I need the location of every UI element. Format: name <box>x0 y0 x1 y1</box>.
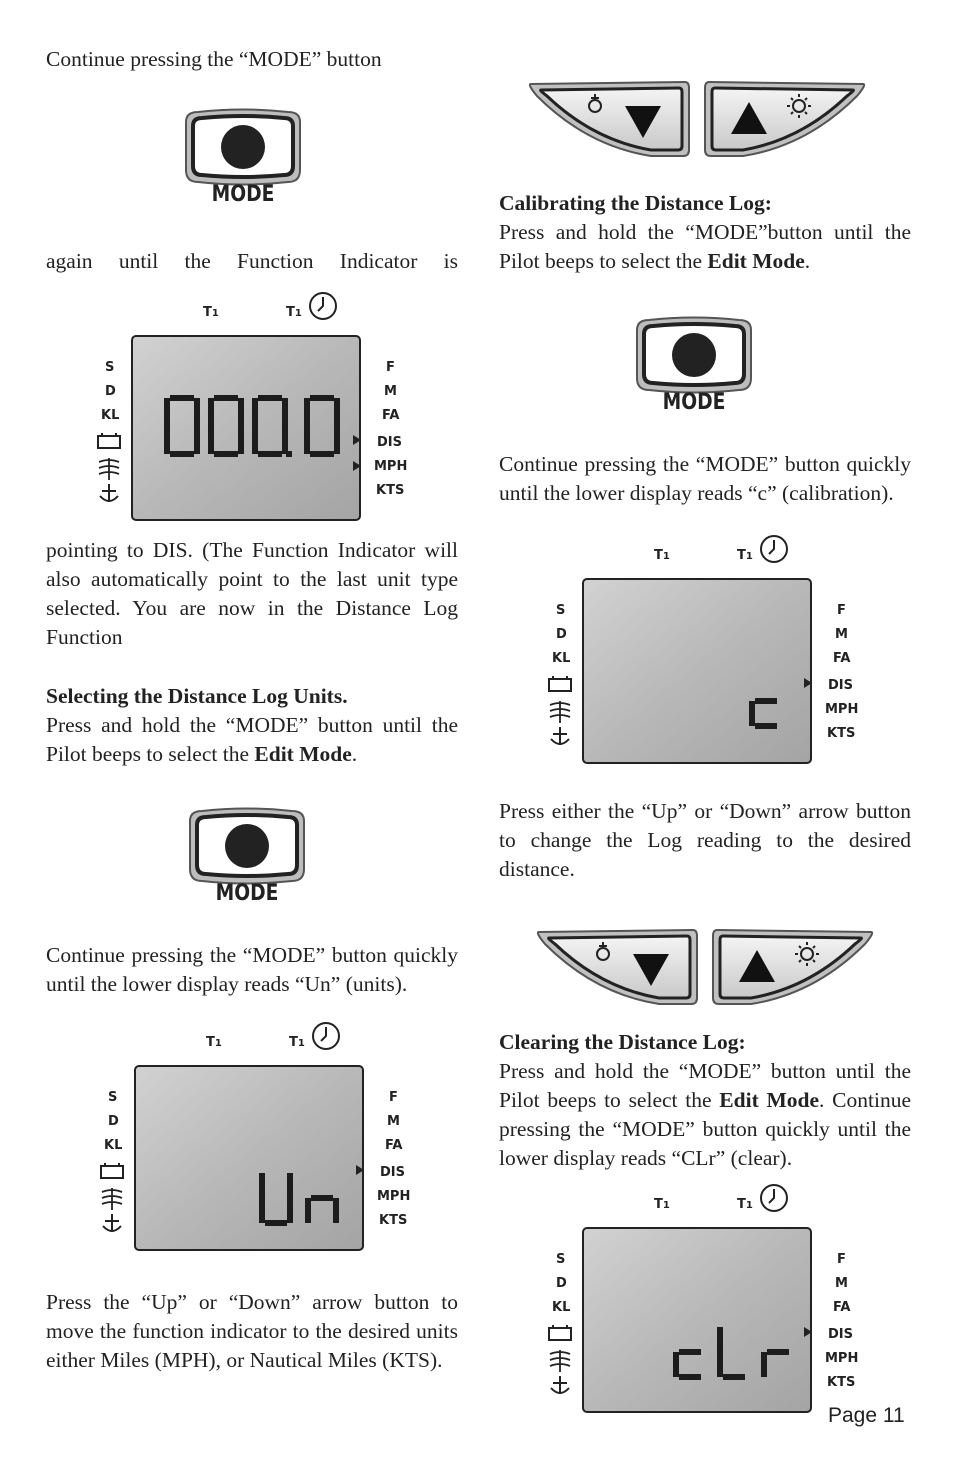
lcd-label-fa: FA <box>385 1138 403 1153</box>
section-selecting-units: Selecting the Distance Log Units. Press and hold the “MODE” button until the Pilot beeps to select the Edit Mode. <box>46 684 458 766</box>
lcd-label-kts: KTS <box>827 1375 856 1390</box>
page-number: Page 11 <box>828 1404 905 1427</box>
heading-clearing: Clearing the Distance Log: <box>499 1030 746 1054</box>
mode-button-illustration <box>184 807 310 911</box>
lcd-label-m: M <box>384 384 397 399</box>
clock-icon <box>313 1023 339 1049</box>
lcd-label-m: M <box>387 1114 400 1129</box>
battery-icon <box>101 1163 123 1178</box>
mode-button-label: MODE <box>662 390 726 415</box>
wind-icon <box>102 1188 122 1210</box>
section-clearing: Clearing the Distance Log: Press and hold the “MODE” button until the Pilot beeps to select the Edit Mode. Continue pressing the “MODE” button quickly until the lower display reads “CLr” (clear). <box>499 1030 911 1170</box>
lcd-label-mph: MPH <box>825 1351 859 1366</box>
lcd-label-t1-clock: T1 <box>286 305 302 320</box>
lcd-label-kl: KL <box>104 1138 123 1153</box>
lcd-label-kl: KL <box>101 408 120 423</box>
anchor-icon <box>100 484 118 502</box>
paragraph-up-down-units: Press the “Up” or “Down” arrow button to move the function indicator to the desired units either Miles (MPH), or Nautical Miles (KTS). <box>46 1290 458 1372</box>
lcd-label-s: S <box>556 603 566 618</box>
up-button <box>713 930 872 1004</box>
edit-mode-bold: Edit Mode <box>707 249 805 273</box>
lcd-label-s: S <box>556 1252 566 1267</box>
lcd-label-f: F <box>386 360 395 375</box>
lcd-display-dis <box>92 290 422 522</box>
lcd-label-dis: DIS <box>380 1165 405 1180</box>
edit-mode-bold: Edit Mode <box>719 1088 820 1112</box>
lcd-label-d: D <box>108 1114 119 1129</box>
lcd-label-t1: T1 <box>206 1035 222 1050</box>
lcd-label-dis: DIS <box>828 1327 853 1342</box>
section-calibrating: Calibrating the Distance Log: Press and hold the “MODE”button until the Pilot beeps to select the Edit Mode. <box>499 191 911 273</box>
lcd-label-s: S <box>108 1090 118 1105</box>
lcd-label-t1-clock: T1 <box>737 1197 753 1212</box>
lcd-label-d: D <box>105 384 116 399</box>
lcd-label-kl: KL <box>552 1300 571 1315</box>
lcd-label-t1: T1 <box>203 305 219 320</box>
lcd-label-fa: FA <box>833 651 851 666</box>
mode-button-label: MODE <box>211 182 275 207</box>
heading-selecting-units: Selecting the Distance Log Units. <box>46 684 348 708</box>
mode-button-label: MODE <box>215 881 279 906</box>
lcd-label-t1: T1 <box>654 548 670 563</box>
edit-mode-bold: Edit Mode <box>254 742 352 766</box>
wind-icon <box>550 701 570 723</box>
anchor-icon <box>551 1376 569 1394</box>
paragraph-un-units: Continue pressing the “MODE” button quickly until the lower display reads “Un” (units). <box>46 943 458 996</box>
lcd-label-kts: KTS <box>379 1213 408 1228</box>
up-down-arrow-buttons <box>535 924 875 1008</box>
anchor-icon <box>103 1214 121 1232</box>
down-button <box>538 930 697 1004</box>
paragraph-c-calibration: Continue pressing the “MODE” button quickly until the lower display reads “c” (calibration). <box>499 452 911 505</box>
lcd-label-t1-clock: T1 <box>737 548 753 563</box>
lcd-screen <box>135 1066 363 1250</box>
lcd-label-t1: T1 <box>654 1197 670 1212</box>
paragraph-pointing-dis: pointing to DIS. (The Function Indicator will also automatically point to the last unit type selected. You are now in the Distance Log Function <box>46 538 458 649</box>
paragraph-function-indicator: again until the Function Indicator is <box>46 249 458 273</box>
lcd-label-m: M <box>835 1276 848 1291</box>
lcd-display-c <box>543 533 873 765</box>
lcd-display-un <box>95 1020 425 1252</box>
lcd-label-kl: KL <box>552 651 571 666</box>
lcd-label-dis: DIS <box>828 678 853 693</box>
lcd-label-f: F <box>837 1252 846 1267</box>
clock-icon <box>761 1185 787 1211</box>
paragraph-change-log: Press either the “Up” or “Down” arrow button to change the Log reading to the desired distance. <box>499 799 911 881</box>
lcd-label-kts: KTS <box>827 726 856 741</box>
mode-dot-icon <box>225 824 269 868</box>
lcd-label-f: F <box>389 1090 398 1105</box>
battery-icon <box>549 1325 571 1340</box>
lcd-label-mph: MPH <box>374 459 408 474</box>
battery-icon <box>98 433 120 448</box>
heading-calibrating: Calibrating the Distance Log: <box>499 191 772 215</box>
lcd-label-mph: MPH <box>377 1189 411 1204</box>
mode-button-illustration <box>180 108 306 212</box>
anchor-icon <box>551 727 569 745</box>
lcd-label-m: M <box>835 627 848 642</box>
lcd-label-f: F <box>837 603 846 618</box>
lcd-label-d: D <box>556 627 567 642</box>
up-down-arrow-buttons <box>527 76 867 160</box>
lcd-screen <box>583 579 811 763</box>
lcd-label-mph: MPH <box>825 702 859 717</box>
mode-dot-icon <box>221 125 265 169</box>
lcd-label-fa: FA <box>382 408 400 423</box>
wind-icon <box>550 1350 570 1372</box>
mode-button-illustration <box>631 316 757 420</box>
battery-icon <box>549 676 571 691</box>
mode-dot-icon <box>672 333 716 377</box>
lcd-label-dis: DIS <box>377 435 402 450</box>
lcd-label-t1-clock: T1 <box>289 1035 305 1050</box>
down-button <box>530 82 689 156</box>
lcd-label-kts: KTS <box>376 483 405 498</box>
lcd-label-d: D <box>556 1276 567 1291</box>
lcd-display-clr <box>543 1182 873 1414</box>
paragraph-continue-pressing: Continue pressing the “MODE” button <box>46 47 382 71</box>
clock-icon <box>761 536 787 562</box>
lcd-label-s: S <box>105 360 115 375</box>
up-button <box>705 82 864 156</box>
lcd-label-fa: FA <box>833 1300 851 1315</box>
clock-icon <box>310 293 336 319</box>
lcd-screen <box>583 1228 811 1412</box>
wind-icon <box>99 458 119 480</box>
